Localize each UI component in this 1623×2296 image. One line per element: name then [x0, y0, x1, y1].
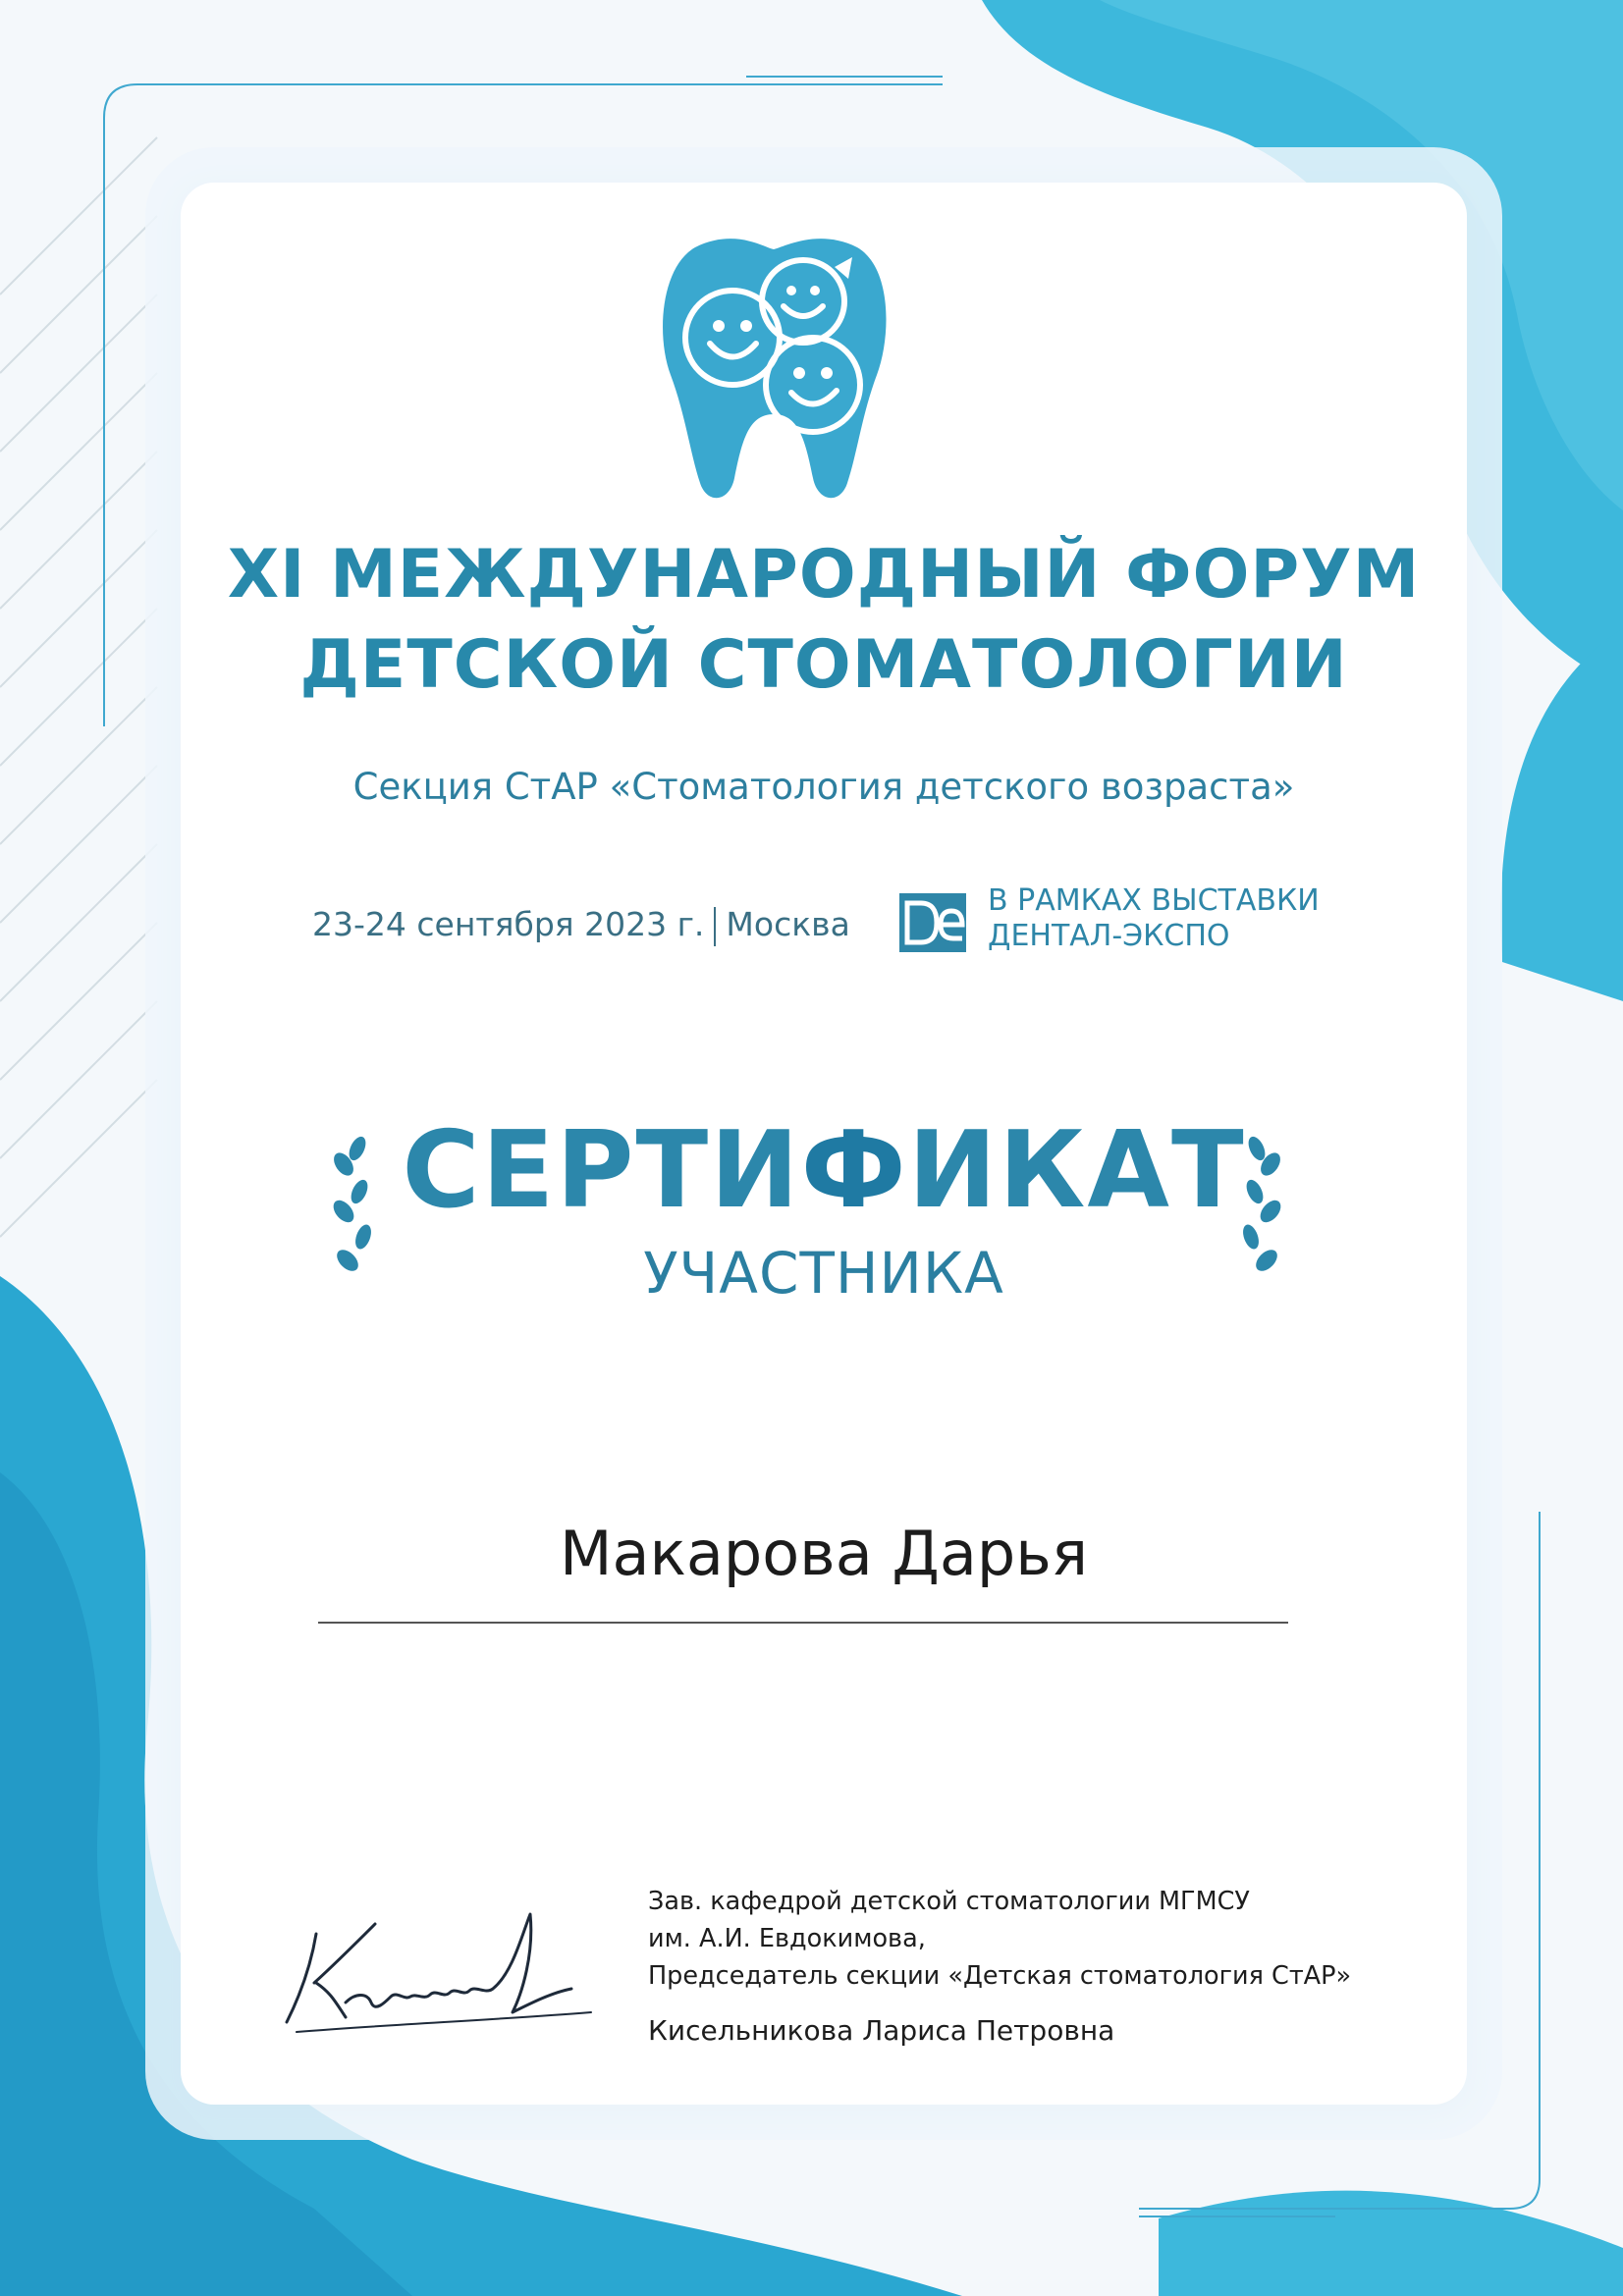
signatory-line2: им. А.И. Евдокимова, [648, 1924, 926, 1953]
certificate-title-part2: ИКАТ [907, 1109, 1246, 1232]
event-city: Москва [726, 905, 850, 943]
certificate-subtitle: УЧАСТНИКА [643, 1240, 1004, 1307]
expo-caption [988, 883, 1320, 954]
signatory-name: Кисельникова Лариса Петровна [648, 2014, 1115, 2047]
signatory-line1: Зав. кафедрой детской стоматологии МГМСУ [648, 1887, 1250, 1916]
tooth-with-smiling-faces-icon [656, 228, 892, 503]
dental-expo-de-icon [899, 893, 966, 952]
forum-title-line1: XI МЕЖДУНАРОДНЫЙ ФОРУМ [227, 536, 1421, 614]
expo-line1: В РАМКАХ ВЫСТАВКИ [988, 883, 1320, 918]
event-dates: 23-24 сентября 2023 г. [312, 905, 705, 943]
signatory-line3: Председатель секции «Детская стоматология СтАР» [648, 1961, 1352, 1991]
forum-title-line2: ДЕТСКОЙ СТОМАТОЛОГИИ [299, 626, 1348, 704]
expo-line2: ДЕНТАЛ-ЭКСПО [988, 919, 1230, 953]
divider [714, 907, 716, 946]
handwritten-signature-icon [277, 1895, 601, 2042]
date-location [312, 905, 850, 946]
name-underline [318, 1622, 1288, 1624]
certificate-title [181, 1107, 1467, 1235]
signatory-position [648, 1883, 1351, 1995]
hatch-lines [0, 137, 157, 1237]
recipient-name: Макарова Дарья [559, 1518, 1089, 1589]
certificate-title-highlight: Ф [800, 1109, 908, 1232]
certificate-title-part1: СЕРТИ [402, 1109, 801, 1232]
section-name: Секция СтАР «Стоматология детского возраста» [352, 766, 1295, 808]
